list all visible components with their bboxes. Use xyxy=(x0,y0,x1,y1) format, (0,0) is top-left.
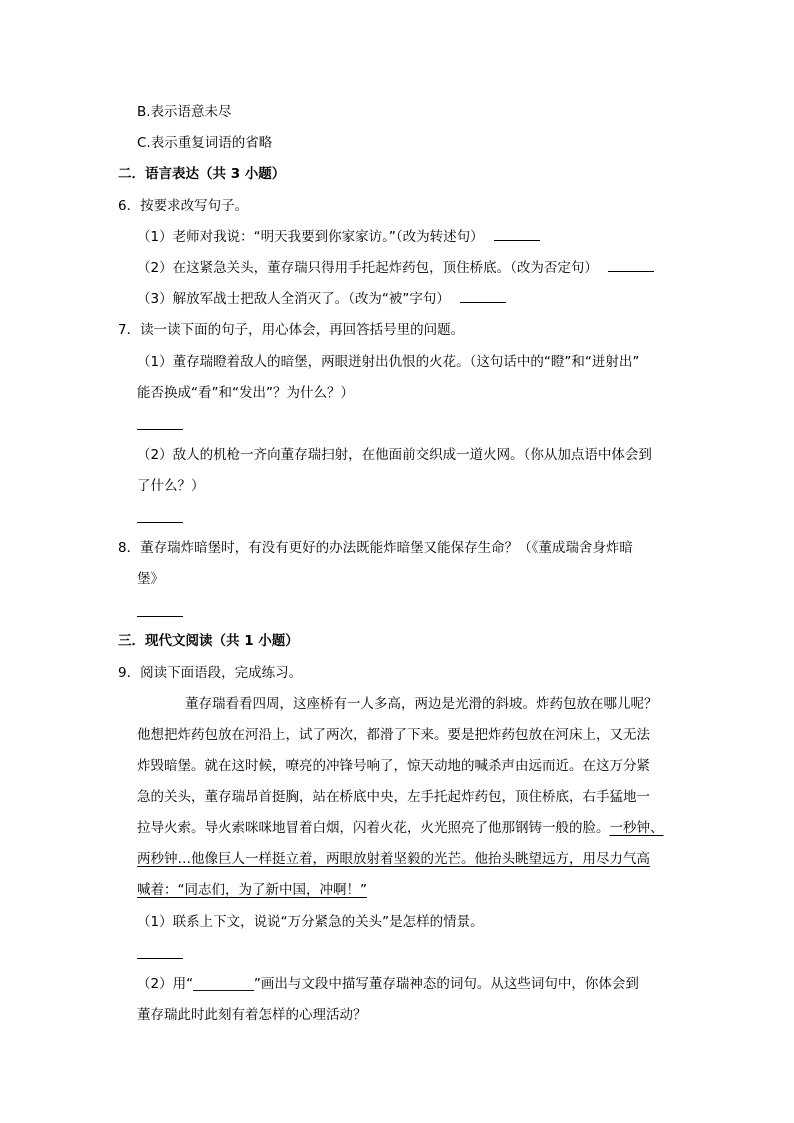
answer-blank xyxy=(137,429,183,430)
passage-line-5-text: 拉导火索。导火索咪咪地冒着白烟，闪着火花，火光照亮了他那钢铸一般的脸。 xyxy=(137,820,610,836)
answer-blank xyxy=(137,522,183,523)
underline-sample: _________ xyxy=(193,976,254,992)
question-6-2 xyxy=(137,258,654,278)
passage-line-3: 炸毁暗堡。就在这时候，嘹亮的冲锋号响了，惊天动地的喊杀声由远而近。在这万分紧 xyxy=(137,758,650,774)
option-b: B.表示语意未尽 xyxy=(137,104,232,120)
question-9-1: （1）联系上下文，说说“万分紧急的关头”是怎样的情景。 xyxy=(137,914,484,930)
question-7-2-line-2: 了什么？） xyxy=(137,478,205,494)
question-6-2-text: （2）在这紧急关头，董存瑞只得用手托起炸药包，顶住桥底。（改为否定句） xyxy=(137,260,598,276)
question-9-2-line-1 xyxy=(137,974,639,994)
answer-blank xyxy=(494,239,540,241)
question-6-1-text: （1）老师对我说：“明天我要到你家家访。”（改为转述句） xyxy=(137,229,484,245)
question-8-line-2: 堡》 xyxy=(137,571,164,587)
question-9-2-text-b: ”画出与文段中描写董存瑞神态的词句。从这些词句中，你体会到 xyxy=(253,976,639,992)
section-heading-2: 二．语言表达（共 3 小题） xyxy=(118,166,286,182)
question-6-1 xyxy=(137,227,540,247)
question-6: 6．按要求改写句子。 xyxy=(118,198,249,214)
answer-blank xyxy=(137,958,183,959)
answer-blank xyxy=(608,270,654,272)
question-7-1-line-2: 能否换成“看”和“发出”？为什么？） xyxy=(137,385,354,401)
question-8-line-1: 8．董存瑞炸暗堡时，有没有更好的办法既能炸暗堡又能保存生命？（《董成瑞舍身炸暗 xyxy=(118,540,633,556)
passage-line-1: 董存瑞看看四周，这座桥有一人多高，两边是光滑的斜坡。炸药包放在哪儿呢？ xyxy=(185,696,658,712)
section-heading-3: 三．现代文阅读（共 1 小题） xyxy=(118,633,299,649)
answer-blank xyxy=(137,616,183,617)
question-7-1-line-1: （1）董存瑞瞪着敌人的暗堡，两眼迸射出仇恨的火花。（这句话中的“瞪”和“迸射出” xyxy=(137,354,640,370)
passage-line-4: 急的关头，董存瑞昂首挺胸，站在桥底中央，左手托起炸药包，顶住桥底，右手猛地一 xyxy=(137,789,650,805)
question-9-2-text-a: （2）用“ xyxy=(137,976,194,992)
answer-blank xyxy=(460,301,506,303)
question-7: 7．读一读下面的句子，用心体会，再回答括号里的问题。 xyxy=(118,322,465,338)
passage-line-5 xyxy=(137,818,664,838)
question-9: 9．阅读下面语段，完成练习。 xyxy=(118,665,303,681)
question-7-2-line-1: （2）敌人的机枪一齐向董存瑞扫射，在他面前交织成一道火网。（你从加点语中体会到 xyxy=(137,447,652,463)
option-c: C.表示重复词语的省略 xyxy=(137,135,273,151)
question-6-3-text: （3）解放军战士把敌人全消灭了。（改为“被”字句） xyxy=(137,291,450,307)
passage-line-6: 两秒钟…他像巨人一样挺立着，两眼放射着坚毅的光芒。他抬头眺望远方，用尽力气高 xyxy=(137,851,650,867)
question-9-2-line-2: 董存瑞此时此刻有着怎样的心理活动？ xyxy=(137,1007,367,1023)
question-6-3 xyxy=(137,289,506,309)
underlined-phrase: 一秒钟、 xyxy=(609,820,664,836)
passage-line-2: 他想把炸药包放在河沿上，试了两次，都滑了下来。要是把炸药包放在河床上，又无法 xyxy=(137,727,650,743)
passage-line-7: 喊着：“同志们，为了新中国，冲啊！” xyxy=(137,882,367,898)
